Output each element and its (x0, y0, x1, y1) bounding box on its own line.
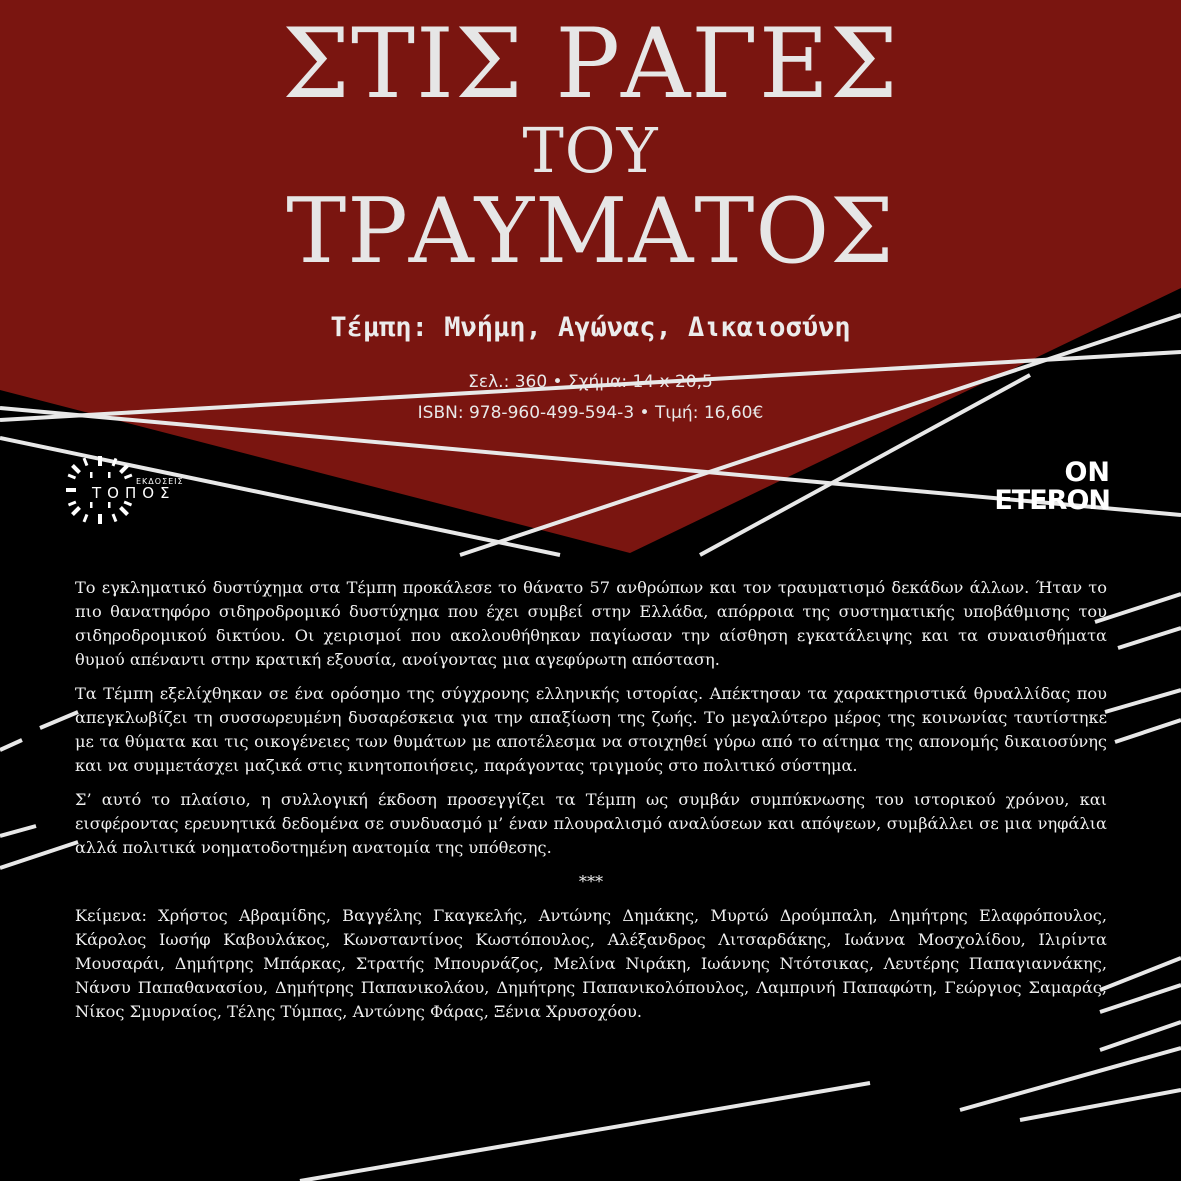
contributors-list: Κείμενα: Χρήστος Αβραμίδης, Βαγγέλης Γκαγκελής, Αντώνης Δημάκης, Μυρτώ Δρούμπαλη, Δημήτρης Ελαφρόπουλος, Κάρολος Ιωσήφ Καβουλάκος, Κωνσταντίνος Κωστόπουλος, Αλέξανδρος Λιτσαρδάκης, Ιωάννα Μοσχολίδου, Ιλιρίντα Μουσαράι, Δημήτρης Μπάρκας, Στρατής Μπουρνάζος, Μελίνα Νιράκη, Ιωάννης Ντότσικας, Λευτέρης Παπαγιαννάκης, Νάνσυ Παπαθανασίου, Δημήτρης Παπανικολάου, Δημήτρης Παπανικολόπουλος, Λαμπρινή Παπαφώτη, Γεώργιος Σαμαράς, Νίκος Σμυρναίος, Τέλης Τύμπας, Αντώνης Φάρας, Ξένια Χρυσοχόου. (75, 906, 1107, 1021)
title-line-1: ΣΤΙΣ ΡΑΓΕΣ (282, 8, 899, 120)
separator-stars: *** (578, 872, 604, 891)
back-cover-text (75, 576, 1107, 1034)
title-line-3: ΤΡΑΥΜΑΤΟΣ (286, 179, 895, 284)
paragraph-2: Τα Τέμπη εξελίχθηκαν σε ένα ορόσημο της σύγχρονης ελληνικής ιστορίας. Απέκτησαν τα χαρακτηριστικά θρυαλλίδας που απεγκλωβίζει τη συσσωρευμένη δυσαρέσκεια για την απαξίωση της ζωής. Το μεγαλύτερο μέρος της κοινωνίας ταυτίστηκε με τα θύματα και τις οικογένειες των θυμάτων με αποτέλεσμα να στοιχηθεί γύρω από το αίτημα της απονομής δικαιοσύνης και να συμμετάσχει μαζικά στις κινητοποιήσεις, παράγοντας τριγμούς στο πολιτικό σύστημα. (75, 684, 1107, 775)
subtitle: Τέμπη: Μνήμη, Αγώνας, Δικαιοσύνη (330, 312, 851, 343)
book-specs-isbn-price: ISBN: 978-960-499-594-3 • Τιμή: 16,60€ (417, 403, 764, 423)
topos-small-label: ΕΚΔΟΣΕΙΣ (136, 477, 184, 486)
title-line-2: ΤΟΥ (522, 114, 659, 187)
paragraph-1: Το εγκληματικό δυστύχημα στα Τέμπη προκάλεσε το θάνατο 57 ανθρώπων και τον τραυματισμό δεκάδων άλλων. Ήταν το πιο θανατηφόρο σιδηροδρομικό δυστύχημα που έχει συμβεί στην Ελλάδα, απόρροια της συστηματικής υποβάθμισης του σιδηροδρομικού δικτύου. Οι χειρισμοί που ακολουθήθηκαν παγίωσαν την αίσθηση εγκατάλειψης και τα συναισθήματα θυμού απέναντι στην κρατική εξουσία, ανοίγοντας μια αγεφύρωτη απόσταση. (75, 578, 1107, 669)
topos-name-label: ΤΟΠΟΣ (92, 484, 176, 502)
on-eteron-logo (990, 459, 1130, 516)
topos-publisher-logo (62, 452, 202, 532)
on-eteron-line-2: ETERON (994, 485, 1110, 516)
on-eteron-line-1: ON (1064, 457, 1110, 488)
paragraph-3: Σ’ αυτό το πλαίσιο, η συλλογική έκδοση προσεγγίζει τα Τέμπη ως συμβάν συμπύκνωσης του ιστορικού χρόνου, και εισφέροντας ερευνητικά δεδομένα σε συνδυασμό μ’ έναν πλουραλισμό αναλύσεων και απόψεων, συμβάλλει σε μια νηφάλια αλλά πολιτικά νοηματοδοτημένη ανατομία της υπόθεσης. (75, 790, 1107, 857)
book-specs-pages-size: Σελ.: 360 • Σχήμα: 14 x 20,5 (468, 372, 713, 392)
